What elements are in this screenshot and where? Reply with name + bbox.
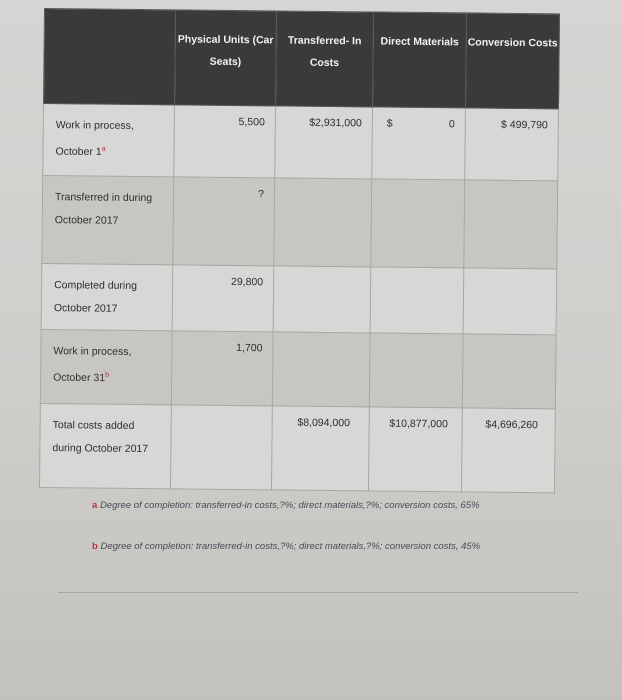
footnote-marker: a [101, 145, 106, 153]
row-label: Transferred in during October 2017 [42, 175, 174, 264]
table-header-row [43, 9, 559, 109]
row-label: Completed during October 2017 [41, 263, 173, 330]
currency-symbol: $ [386, 117, 393, 130]
transferred-in-cell [273, 266, 371, 333]
footnote-marker: b [105, 371, 110, 379]
header-physical-units: Physical Units (Car Seats) [174, 10, 276, 106]
direct-materials-value: 0 [448, 118, 455, 131]
table-row [39, 403, 555, 492]
header-transferred-in: Transferred- In Costs [275, 11, 373, 107]
direct-materials-cell: $10,877,000 [368, 407, 462, 492]
transferred-in-cell: $2,931,000 [275, 106, 373, 179]
transferred-in-cell [274, 178, 372, 267]
header-blank [43, 9, 175, 105]
row-label [43, 104, 175, 177]
direct-materials-cell [370, 267, 464, 334]
table-row [41, 263, 557, 334]
physical-units-cell: 5,500 [174, 105, 276, 178]
divider-line [58, 592, 578, 593]
direct-materials-cell [372, 107, 466, 180]
footnote-b [92, 541, 480, 552]
transferred-in-cell [272, 332, 370, 407]
row-label: Total costs added during October 2017 [39, 403, 171, 488]
conversion-cell [464, 180, 558, 269]
header-direct-materials: Direct Materials [372, 12, 466, 108]
row-label-text: Work in process, October 31 [53, 345, 132, 385]
table-row [43, 104, 559, 181]
conversion-cell [462, 334, 556, 409]
direct-materials-cell [371, 179, 465, 268]
table-row [42, 175, 558, 268]
physical-units-cell [170, 405, 272, 490]
row-label-text: Work in process, October 1 [55, 119, 134, 159]
physical-units-cell: 1,700 [171, 331, 273, 406]
header-conversion-costs: Conversion Costs [465, 13, 559, 109]
direct-materials-cell [369, 333, 463, 408]
transferred-in-cell: $8,094,000 [271, 406, 369, 491]
footnote-mark: b [92, 541, 98, 552]
process-costing-table [39, 8, 560, 493]
physical-units-cell: 29,800 [172, 265, 274, 332]
footnote-a [92, 500, 480, 511]
footnote-text: Degree of completion: transferred-in costs,?%; direct materials,?%; conversion costs, 45% [100, 541, 481, 552]
conversion-cell: $4,696,260 [461, 408, 555, 493]
row-label [40, 329, 172, 404]
conversion-cell: $ 499,790 [465, 108, 559, 181]
footnote-text: Degree of completion: transferred-in costs,?%; direct materials,?%; conversion costs, 65% [99, 500, 480, 511]
footnote-mark: a [92, 500, 98, 511]
table-row [40, 329, 556, 408]
footnotes [92, 500, 480, 582]
physical-units-cell: ? [173, 177, 275, 266]
conversion-cell [463, 268, 557, 335]
